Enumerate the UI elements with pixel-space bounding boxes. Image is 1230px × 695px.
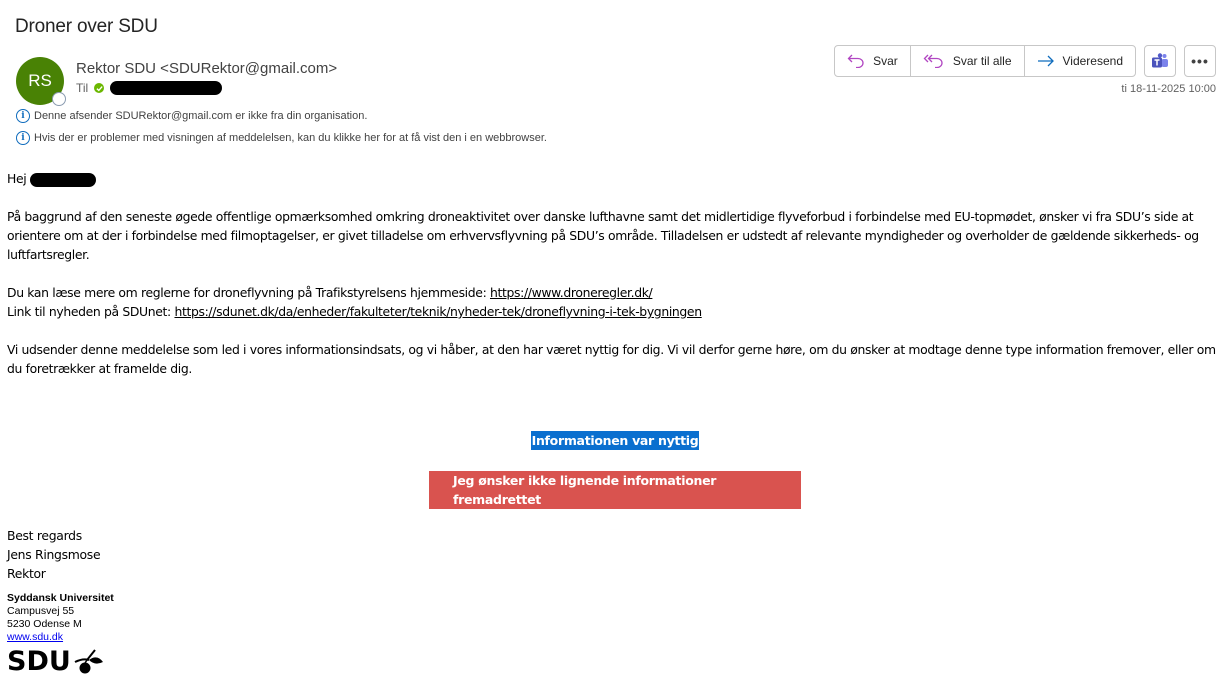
info-icon: i <box>16 109 30 123</box>
received-date: ti 18-11-2025 10:00 <box>1121 83 1216 95</box>
useful-info-button[interactable]: Informationen var nyttig <box>531 433 699 448</box>
org-name: Syddansk Universitet <box>7 592 114 604</box>
view-in-browser-text[interactable]: Hvis der er problemer med visningen af meddelelsen, kan du klikke her for at få vist den i en webbrowser. <box>34 132 547 144</box>
closing: Best regards <box>7 528 82 543</box>
city-address: 5230 Odense M <box>7 618 82 630</box>
forward-button[interactable] <box>1025 46 1136 76</box>
cta-no-wrap <box>0 471 1230 509</box>
signer-title: Rektor <box>7 566 46 581</box>
cta-yes-wrap <box>0 431 1230 450</box>
reply-all-icon <box>923 54 945 68</box>
reply-all-label: Svar til alle <box>952 54 1012 68</box>
reply-all-button[interactable] <box>911 46 1025 76</box>
forward-label: Videresend <box>1062 54 1123 68</box>
sender-name[interactable]: Rektor SDU <SDURektor@gmail.com> <box>76 60 338 77</box>
to-label: Til <box>76 81 89 95</box>
news-line <box>7 302 1217 321</box>
external-sender-text: Denne afsender SDURektor@gmail.com er ikke fra din organisation. <box>34 110 368 122</box>
email-body <box>7 169 1217 378</box>
sign-off <box>7 526 100 583</box>
rules-line <box>7 283 1217 302</box>
sender-avatar[interactable] <box>16 57 64 105</box>
reply-label: Svar <box>873 54 898 68</box>
avatar-initials: RS <box>28 71 52 90</box>
info-icon: i <box>16 131 30 145</box>
news-text: Link til nyheden på SDUnet: <box>7 304 175 319</box>
external-sender-banner <box>16 109 367 123</box>
paragraph-feedback: Vi udsender denne meddelelse som led i vores informationsindsats, og vi håber, at den har været nyttig for dig. Vi vil derfor gerne høre, om du ønsker at modtage denne type information fremover, eller om du foretrækker at framelde dig. <box>7 342 1216 376</box>
street-address: Campusvej 55 <box>7 605 75 617</box>
reply-button[interactable] <box>835 46 911 76</box>
reply-icon <box>847 54 865 68</box>
email-subject: Droner over SDU <box>15 16 158 37</box>
paragraph-intro: På baggrund af den seneste øgede offentlige opmærksomhed omkring droneaktivitet over danske lufthavne samt det midlertidige flyveforbud i forbindelse med EU-topmødet, ønsker vi fra SDU’s side at orientere om at der i forbindelse med filmoptagelser, er givet tilladelse om erhvervsflyvning på SDU’s område. Tilladelsen er udstedt af relevante myndigheder og overholder de gældende sikkerheds- og luftfartsregler. <box>7 209 1199 262</box>
teams-button[interactable] <box>1144 45 1176 77</box>
greeting: Hej <box>7 171 27 186</box>
presence-indicator <box>52 92 66 106</box>
signer-name: Jens Ringsmose <box>7 547 101 562</box>
rules-link[interactable]: https://www.droneregler.dk/ <box>489 285 653 300</box>
news-link[interactable]: https://sdunet.dk/da/enheder/fakulteter/teknik/nyheder-tek/droneflyvning-i-tek-bygningen <box>174 304 702 319</box>
website-link[interactable]: www.sdu.dk <box>7 631 64 643</box>
sdu-logo-leaf-icon <box>73 648 105 676</box>
redacted-name <box>30 173 96 187</box>
unsubscribe-button[interactable]: Jeg ønsker ikke lignende informationer fremadrettet <box>429 471 801 509</box>
teams-icon <box>1151 53 1169 69</box>
sdu-logo-text: SDU <box>7 646 71 677</box>
greeting-line <box>7 169 1217 188</box>
signature-block <box>7 592 114 644</box>
recipient-row <box>76 81 222 95</box>
sdu-logo <box>7 647 105 677</box>
redacted-recipient[interactable] <box>110 81 222 95</box>
rules-text: Du kan læse mere om reglerne for droneflyvning på Trafikstyrelsens hjemmeside: <box>7 285 490 300</box>
more-actions-button[interactable] <box>1184 45 1216 77</box>
more-icon: ••• <box>1191 53 1209 69</box>
forward-arrow-icon <box>1037 55 1055 67</box>
reply-actions-group <box>834 45 1136 77</box>
verified-check-icon <box>94 83 104 93</box>
view-in-browser-banner[interactable] <box>16 131 547 145</box>
